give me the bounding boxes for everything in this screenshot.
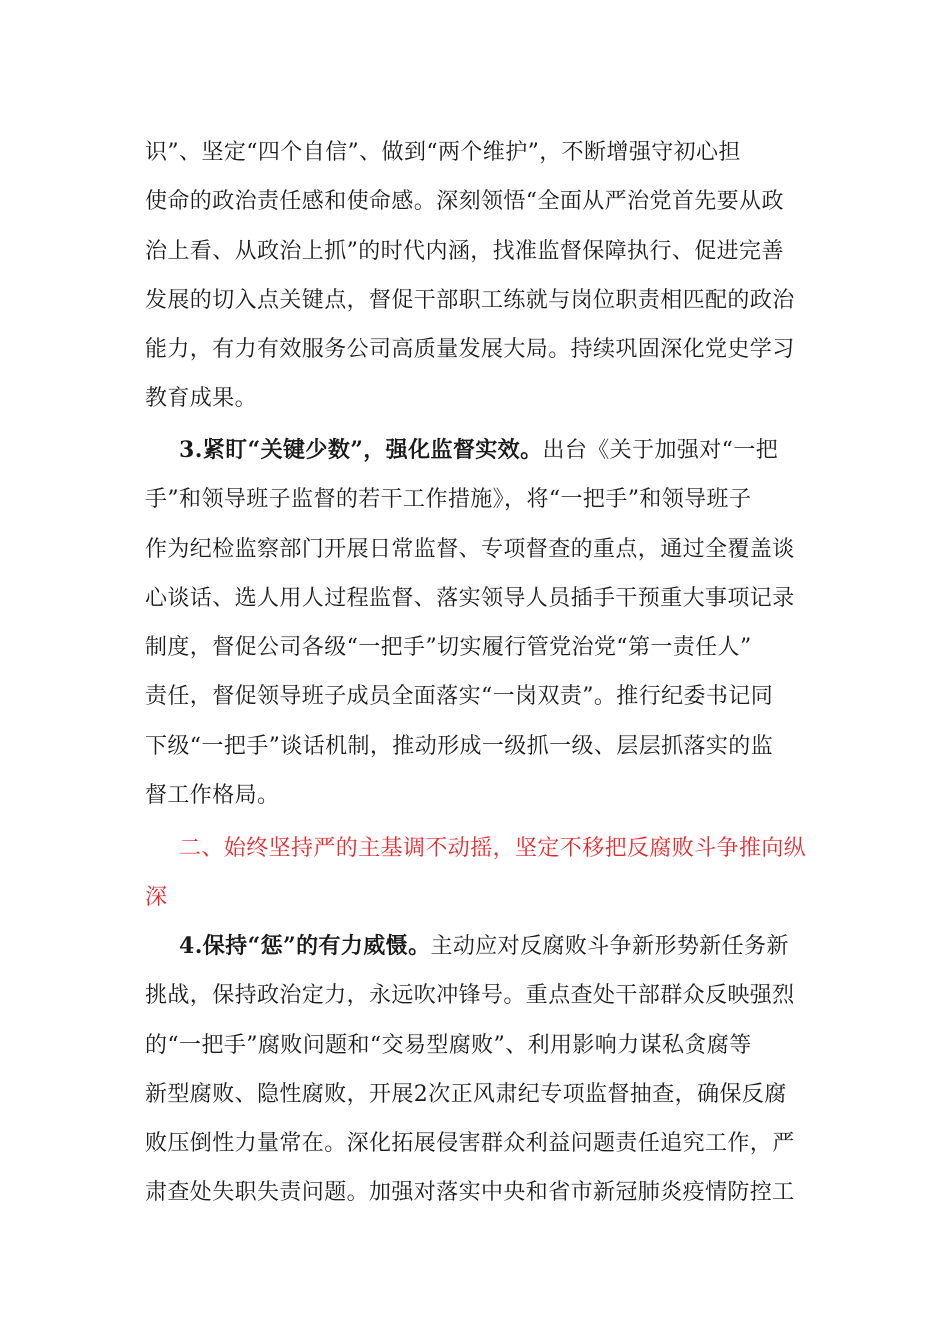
paragraph-item-4 — [145, 922, 805, 1218]
paragraph-line: 挑战，保持政治定力，永远吹冲锋号。重点查处干部群众反映强烈 — [145, 983, 795, 1009]
section-heading-line: 二、始终坚持严的主基调不动摇，坚定不移把反腐败斗争推向纵 — [179, 836, 807, 861]
section-heading-line: 深 — [145, 885, 168, 911]
paragraph-line: 使命的政治责任感和使命感。深刻领悟“全面从严治党首先要从政 — [145, 189, 784, 215]
paragraph-line: 治上看、从政治上抓”的时代内涵，找准监督保障执行、促进完善 — [145, 238, 784, 264]
paragraph-continuation — [145, 128, 805, 424]
paragraph-line: 制度，督促公司各级“一把手”切实履行管党治党“第一责任人” — [145, 635, 752, 661]
item-4-first-line-text: 主动应对反腐败斗争新形势新任务新 — [430, 934, 789, 959]
paragraph-line: 手”和领导班子监督的若干工作措施》，将“一把手”和领导班子 — [145, 487, 752, 513]
paragraph-line: 能力，有力有效服务公司高质量发展大局。持续巩固深化党史学习 — [145, 337, 795, 363]
paragraph-item-3 — [145, 426, 805, 820]
paragraph-line: 督工作格局。 — [145, 783, 280, 809]
paragraph-line: 教育成果。 — [145, 386, 258, 412]
paragraph-line: 的“一把手”腐败问题和“交易型腐败”、利用影响力谋私贪腐等 — [145, 1032, 752, 1058]
paragraph-line: 下级“一把手”谈话机制，推动形成一级抓一级、层层抓落实的监 — [145, 733, 774, 759]
paragraph-first-line — [145, 922, 805, 971]
paragraph-line: 败压倒性力量常在。深化拓展侵害群众利益问题责任追究工作，严 — [145, 1131, 795, 1157]
section-heading-2 — [145, 824, 805, 923]
paragraph-line: 识”、坚定“四个自信”、做到“两个维护”，不断增强守初心担 — [145, 140, 741, 165]
item-3-lead: 3.紧盯“关键少数”，强化监督实效。 — [179, 437, 543, 463]
paragraph-line: 肃查处失职失责问题。加强对落实中央和省市新冠肺炎疫情防控工 — [145, 1180, 795, 1206]
paragraph-line: 作为纪检监察部门开展日常监督、专项督查的重点，通过全覆盖谈 — [145, 536, 795, 562]
paragraph-line: 新型腐败、隐性腐败，开展2次正风肃纪专项监督抽查，确保反腐 — [145, 1081, 787, 1107]
item-3-first-line-text: 出台《关于加强对“一把 — [542, 438, 779, 463]
item-4-lead: 4.保持“惩”的有力威慑。 — [179, 933, 431, 959]
paragraph-line: 心谈话、选人用人过程监督、落实领导人员插手干预重大事项记录 — [145, 585, 795, 611]
paragraph-first-line — [145, 426, 805, 475]
paragraph-line: 发展的切入点关键点，督促干部职工练就与岗位职责相匹配的政治 — [145, 287, 795, 313]
paragraph-line: 责任，督促领导班子成员全面落实“一岗双责”。推行纪委书记同 — [145, 684, 774, 710]
